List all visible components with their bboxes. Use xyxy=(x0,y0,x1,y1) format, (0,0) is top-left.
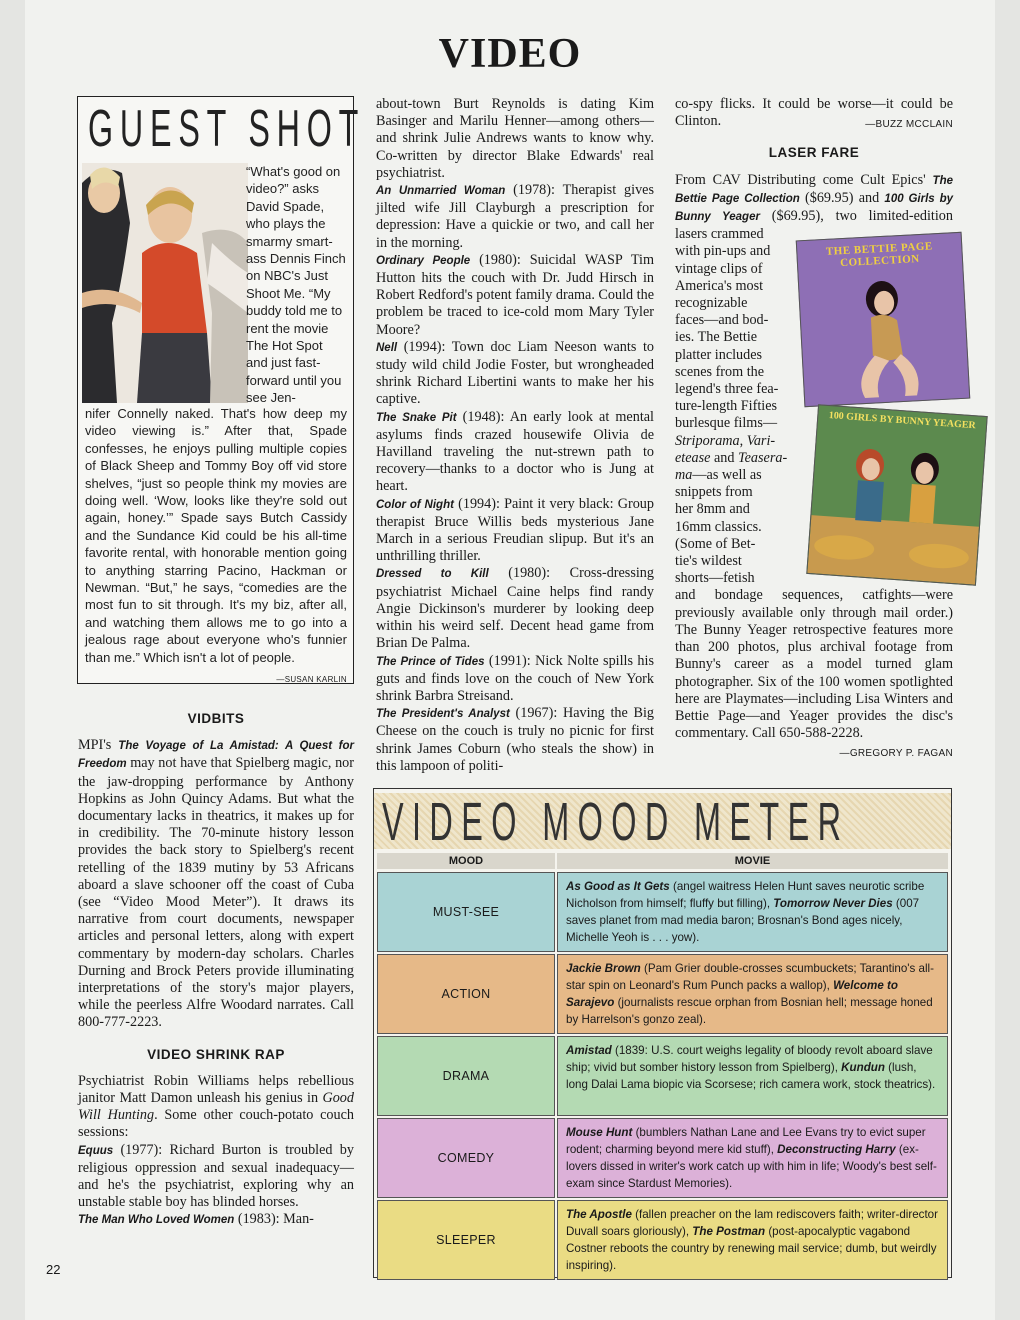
movie-column-header: MOVIE xyxy=(557,853,948,869)
shrink-entry: Color of Night (1994): Paint it very black: Group therapist Bruce Willis beds mysterious Jane March in a serious Freudian slipup. But it's an unthrilling thriller. xyxy=(376,495,654,565)
mood-meter-title-band xyxy=(374,793,951,849)
guest-shot-text-right: “What's good on video?” asks David Spade, who plays the smarmy smart-ass Dennis Finch on NBC's Just Shoot Me. “My buddy told me to rent the movie The Hot Spot and just fast-forward until you see Jen- xyxy=(246,164,346,406)
shrink-entry: Ordinary People (1980): Suicidal WASP Tim Hutton hits the couch with Dr. Judd Hirsch in Robert Redford's potent family drama. Could the problem be traced to ice-cold mom Mary Tyler Moore? xyxy=(376,251,654,338)
shrink-entry: An Unmarried Woman (1978): Therapist gives jilted wife Jill Clayburgh a prescription for depression: Have a quickie or two, and call her in the morning. xyxy=(376,182,654,251)
bunny-yeager-cover-title: 100 GIRLS BY BUNNY YEAGER xyxy=(828,410,977,432)
mood-movies: The Apostle (fallen preacher on the lam rediscovers faith; writer-director Duvall soars gloriously), The Postman (post-apocalyptic vagabond Costner reboots the country by renewing mail service; dumb, but weirdly inspiring). xyxy=(557,1200,948,1280)
bunny-yeager-laser-cover xyxy=(806,404,987,585)
shrink-entry: Equus (1977): Richard Burton is troubled by religious oppression and sexual inadequacy—and he's the psychiatrist, exploring why an unstable stable boy has blinded horses. xyxy=(78,1141,354,1211)
laser-fare-credit: —GREGORY P. FAGAN xyxy=(839,748,953,760)
guest-shot-title: GUEST SHOT xyxy=(88,100,366,158)
bettie-page-laser-cover xyxy=(796,232,971,407)
video-mood-meter xyxy=(373,788,952,1278)
vidbits-heading: VIDBITS xyxy=(187,711,245,726)
shrink-entry: The Prince of Tides (1991): Nick Nolte spills his guts and finds love on the couch of New York shrink Barbra Streisand. xyxy=(376,652,654,704)
mood-row-must-see xyxy=(377,872,948,952)
pinup-figure-illustration xyxy=(797,233,969,406)
laser-fare-wrap: with pin-ups and vintage clips of America's most recognizable faces—and bod- ies. The Bettie platter includes scenes from the legend's three fea- ture-length Fifties burlesque films— Striporama, Vari-etease and Teasera-ma—as well as snippets from her 8mm and 16mm classics. (Some of Bet- tie's wildest shorts—fetish xyxy=(675,243,788,587)
mood-label: DRAMA xyxy=(377,1036,555,1116)
mood-label: COMEDY xyxy=(377,1118,555,1198)
shrink-entry: The Man Who Loved Women (1983): Man- xyxy=(78,1211,314,1228)
mood-row-comedy xyxy=(377,1118,948,1198)
laser-fare-heading: LASER FARE xyxy=(768,145,860,161)
mood-movies: Jackie Brown (Pam Grier double-crosses scumbuckets; Tarantino's all-star spin on Leonard's Rum Punch packs a wallop), Welcome to Sarajevo (journalists rescue orphan from Bosnian hell; message honed by Harrelson's gonzo zeal). xyxy=(557,954,948,1034)
shrink-rap-continued: about-town Burt Reynolds is dating Kim Basinger and Marilu Henner—among others—and shrink Julie Andrews wants to know why. Co-written by director Blake Edwards' real psychiatrist. xyxy=(376,96,654,181)
shrink-rap-ending: co-spy flicks. It could be worse—it could be Clinton. —BUZZ MCCLAIN xyxy=(675,96,953,130)
section-title: VIDEO xyxy=(438,31,582,77)
mood-label: ACTION xyxy=(377,954,555,1034)
shrink-entry: Dressed to Kill (1980): Cross-dressing psychiatrist Michael Caine helps find randy Angie Dickinson's murderer by looking deep within his weird self. Decent head game from Brian De Palma. xyxy=(376,565,654,652)
guest-shot-credit: —SUSAN KARLIN xyxy=(276,675,347,685)
vidbits-title: The Voyage of La Amistad: A Quest for Freedom xyxy=(78,740,355,771)
mood-row-sleeper xyxy=(377,1200,948,1280)
david-spade-photo xyxy=(82,163,248,403)
page-number: 22 xyxy=(46,1262,61,1277)
shrink-rap-heading: VIDEO SHRINK RAP xyxy=(147,1046,285,1062)
mood-column-header: MOOD xyxy=(377,853,555,869)
shrink-rap-intro: Psychiatrist Robin Williams helps rebellious janitor Matt Damon unleash his genius in Good Will Hunting. Some other couch-potato couch sessions: xyxy=(78,1072,354,1141)
laser-fare-intro: From CAV Distributing come Cult Epics' The Bettie Page Collection ($69.95) and 100 Girls by Bunny Yeager ($69.95), two limited-edition lasers crammed xyxy=(675,171,953,243)
shrink-entry: The Snake Pit (1948): An early look at mental asylums finds crazed housewife Olivia de Havilland traveling the nut-strewn path to recovery—thanks to a doctor who is Jung at heart. xyxy=(376,408,654,495)
mood-label: MUST-SEE xyxy=(377,872,555,952)
mood-row-drama xyxy=(377,1036,948,1116)
guest-shot-text-bottom: nifer Connelly naked. That's how deep my video viewing is.” After that, Spade confesses, he enjoys pulling multiple copies of Black Sheep and Tommy Boy off vid store shelves, “just so people think my movies are doing well. ‘Wow, looks like they're sold out again, honey.’” Spade says Butch Cassidy and the Sundance Kid could be his all-time favorite rental, with honorable mention going to anything starring Pacino, Hackman or Newman. “But,” he says, “comedies are the most fun to sit through. It's my biz, after all, and watching them allows me to go into a jealous rage about everyone who's funnier than me.” Which isn't a lot of people. —SUSAN KARLIN xyxy=(85,405,347,689)
column-1-lower xyxy=(78,702,354,1230)
mood-label: SLEEPER xyxy=(377,1200,555,1280)
jungle-scene-illustration xyxy=(807,405,986,584)
mood-movies: Amistad (1839: U.S. court weighs legality of bloody revolt aboard slave ship; vivid but somber history lesson from Spielberg), Kundun (lush, long Dalai Lama biopic via Scorsese; rich camera work, stock theatrics). xyxy=(557,1036,948,1116)
mood-movies: As Good as It Gets (angel waitress Helen Hunt saves neurotic scribe Nicholson from himself; fluffy but filling), Tomorrow Never Dies (007 saves planet from mad media baron; Brosnan's Bond ages nicely, Michelle Yeoh is . . . yow). xyxy=(557,872,948,952)
bettie-page-cover-title: THE BETTIE PAGE COLLECTION xyxy=(825,240,934,270)
shrink-entry: The President's Analyst (1967): Having the Big Cheese on the couch is truly no picnic for first shrink James Coburn (who steals the show) in this lampoon of politi- xyxy=(376,705,654,774)
guest-shot-box xyxy=(77,96,366,685)
mood-row-action xyxy=(377,954,948,1034)
photo-illustration xyxy=(82,163,248,403)
laser-fare-rest: and bondage sequences, catfights—were previously available only through mail order.) The Bunny Yeager retrospective features more than 200 photos, plus archival footage from Bunny's career as a model turned glam photographer. Six of the 100 women spotlighted here are Playmates—including Lisa Winters and Bettie Page—and Yeager provides the disc's commentary. Call 650-588-2228. —GREGORY P. FAGAN xyxy=(675,587,953,742)
shrink-rap-credit: —BUZZ MCCLAIN xyxy=(865,119,953,131)
shrink-entry: Nell (1994): Town doc Liam Neeson wants to study wild child Jodie Foster, but wrongheaded shrink Richard Libertini wants to make her his captive. xyxy=(376,338,654,408)
column-2 xyxy=(376,96,654,775)
mood-movies: Mouse Hunt (bumblers Nathan Lane and Lee Evans try to evict super rodent; charming beyond mere kid stuff), Deconstructing Harry (ex-lovers dissed in writer's work catch up with him in life; Woody's best self-exam since Stardust Memories). xyxy=(557,1118,948,1198)
vidbits-body: MPI's The Voyage of La Amistad: A Quest for Freedom may not have that Spielberg magic, nor the jaw-dropping performance by Anthony Hopkins as John Quincy Adams. But what the documentary lacks in theatrics, it makes up for in credibility. The 70-minute history lesson provides the back story to Spielberg's recent retelling of the 1839 mutiny by 53 Africans aboard a slave schooner off the coast of Cuba (see “Video Mood Meter”). It draws its narrative from court documents, newspaper articles and personal letters, along with expert commentary by modern-day scholars. Charles Durning and Brock Peters provide illuminating interpretations of the story's major players, while the peerless Alfre Woodard narrates. Call 800-777-2223. xyxy=(78,737,355,1031)
mood-meter-title: VIDEO MOOD METER xyxy=(382,793,850,849)
